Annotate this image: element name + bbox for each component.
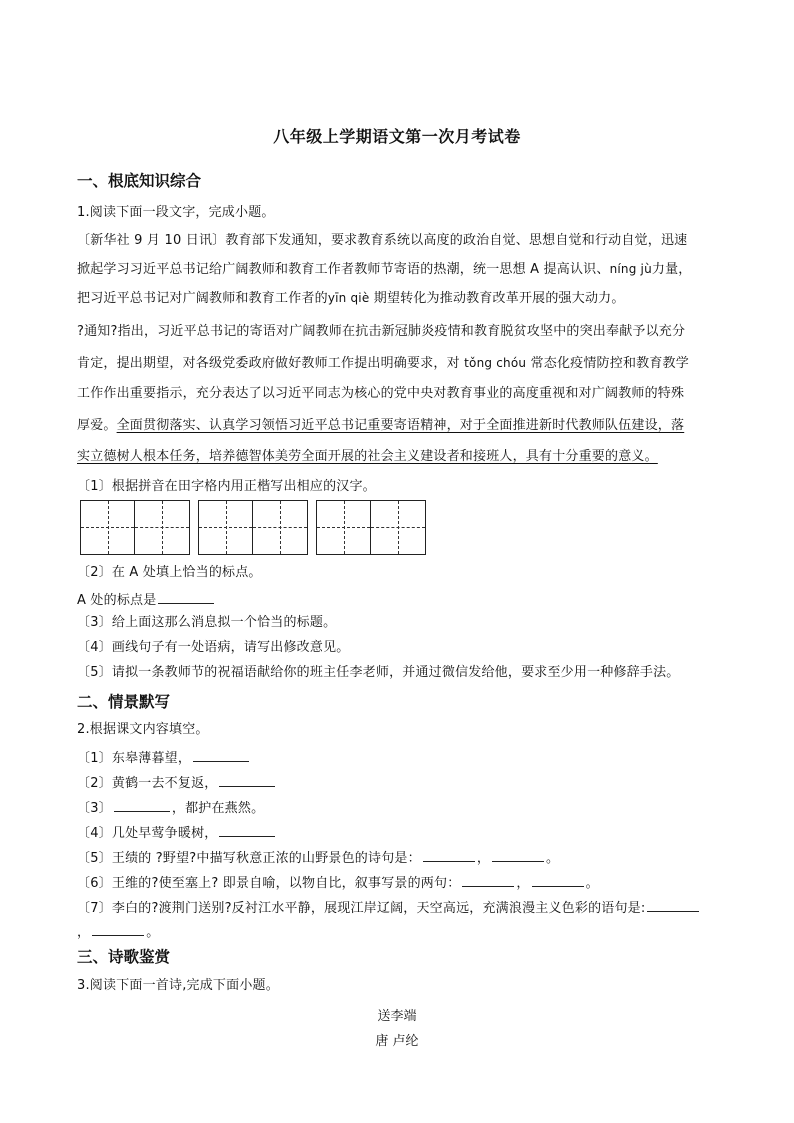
answer-blank[interactable]: [158, 590, 214, 604]
section-heading-2: 二、情景默写: [77, 693, 171, 711]
poem-title: 送李端: [377, 1009, 417, 1024]
writing-grid-3[interactable]: [316, 500, 426, 555]
pinyin-ningju: níng jù: [609, 262, 652, 276]
underlined-sentence-part-1: 全面贯彻落实、认真学习领悟习近平总书记重要寄语精神，对于全面推进新时代教师队伍建设，落: [116, 418, 685, 433]
answer-blank[interactable]: [219, 823, 275, 837]
grid-cell[interactable]: [371, 501, 425, 554]
sub-question-3: 〔3〕给上面这那么消息拟一个恰当的标题。: [77, 615, 337, 630]
writing-grid-1[interactable]: [80, 500, 190, 555]
section-heading-3: 三、诗歌鉴赏: [77, 948, 171, 966]
sub-question-4: 〔4〕画线句子有一处语病，请写出修改意见。: [77, 640, 350, 655]
fill-item-7-continued: ， 。: [77, 922, 159, 941]
answer-blank[interactable]: [532, 873, 584, 887]
q2-intro: 2.根据课文内容填空。: [77, 722, 209, 737]
answer-blank[interactable]: [647, 898, 699, 912]
grid-cell[interactable]: [81, 501, 135, 554]
passage-line-1: 〔新华社 9 月 10 日讯〕教育部下发通知，要求教育系统以高度的政治自觉、思想自觉和行动自觉，迅速: [77, 233, 688, 248]
section-heading-1: 一、根底知识综合: [77, 172, 202, 190]
answer-blank[interactable]: [423, 848, 475, 862]
pinyin-yinqie: yīn qiè: [327, 291, 370, 305]
fill-item-3: 〔3〕 ，都护在燕然。: [77, 798, 264, 817]
grid-cell[interactable]: [135, 501, 189, 554]
answer-blank[interactable]: [114, 798, 170, 812]
grid-cell[interactable]: [199, 501, 253, 554]
answer-blank[interactable]: [462, 873, 514, 887]
passage-line-6: 工作作出重要指示，充分表达了以习近平同志为核心的党中央对教育事业的高度重视和对广阔教师的特殊: [77, 386, 685, 401]
passage-line-4: ?通知?指出，习近平总书记的寄语对广阔教师在抗击新冠肺炎疫情和教育脱贫攻坚中的突出奉献予以充分: [77, 324, 686, 339]
q3-intro: 3.阅读下面一首诗,完成下面小题。: [77, 978, 279, 993]
fill-item-2: 〔2〕黄鹤一去不复返，: [77, 773, 277, 792]
sub-question-2: 〔2〕在 A 处填上恰当的标点。: [77, 565, 262, 580]
fill-item-4: 〔4〕几处早莺争暖树，: [77, 823, 277, 842]
passage-line-3: 把习近平总书记对广阔教师和教育工作者的yīn qiè 期望转化为推动教育改革开展的强大动力。: [77, 291, 625, 306]
sub-question-5: 〔5〕请拟一条教师节的祝福语献给你的班主任李老师，并通过微信发给他，要求至少用一种修辞手法。: [77, 665, 680, 680]
passage-line-5: 肯定，提出期望，对各级党委政府做好教师工作提出明确要求，对 tǒng chóu 常态化疫情防控和教育教学: [77, 356, 689, 371]
answer-blank[interactable]: [492, 848, 544, 862]
page-title: 八年级上学期语文第一次月考试卷: [273, 127, 521, 146]
sub-question-1: 〔1〕根据拼音在田字格内用正楷写出相应的汉字。: [77, 479, 376, 494]
writing-grid-2[interactable]: [198, 500, 308, 555]
sub-question-2-answer: A 处的标点是: [77, 590, 216, 609]
passage-line-2: 掀起学习习近平总书记给广阔教师和教育工作者教师节寄语的热潮，统一思想 A 提高认识、níng jù力量，: [77, 262, 692, 277]
poem-author: 唐 卢纶: [375, 1034, 419, 1049]
grid-cell[interactable]: [253, 501, 307, 554]
fill-item-6: 〔6〕王维的?使至塞上? 即景自喻，以物自比，叙事写景的两句： ， 。: [77, 873, 599, 892]
answer-blank[interactable]: [92, 922, 144, 936]
passage-line-7: 厚爱。全面贯彻落实、认真学习领悟习近平总书记重要寄语精神，对于全面推进新时代教师队伍建设，落: [77, 418, 685, 433]
answer-blank[interactable]: [219, 773, 275, 787]
underlined-sentence-part-2: 实立德树人根本任务，培养德智体美劳全面开展的社会主义建设者和接班人，具有十分重要的意义。: [77, 449, 658, 464]
q1-intro: 1.阅读下面一段文字，完成小题。: [77, 205, 275, 220]
fill-item-7: 〔7〕李白的?渡荆门送别?反衬江水平静，展现江岸辽阔，天空高远，充满浪漫主义色彩的语句是:: [77, 898, 701, 917]
fill-item-5: 〔5〕王绩的 ?野望?中描写秋意正浓的山野景色的诗句是： ， 。: [77, 848, 559, 867]
answer-blank[interactable]: [193, 748, 249, 762]
pinyin-tongchou: tǒng chóu: [464, 356, 527, 370]
fill-item-1: 〔1〕东皋薄暮望，: [77, 748, 251, 767]
grid-cell[interactable]: [317, 501, 371, 554]
